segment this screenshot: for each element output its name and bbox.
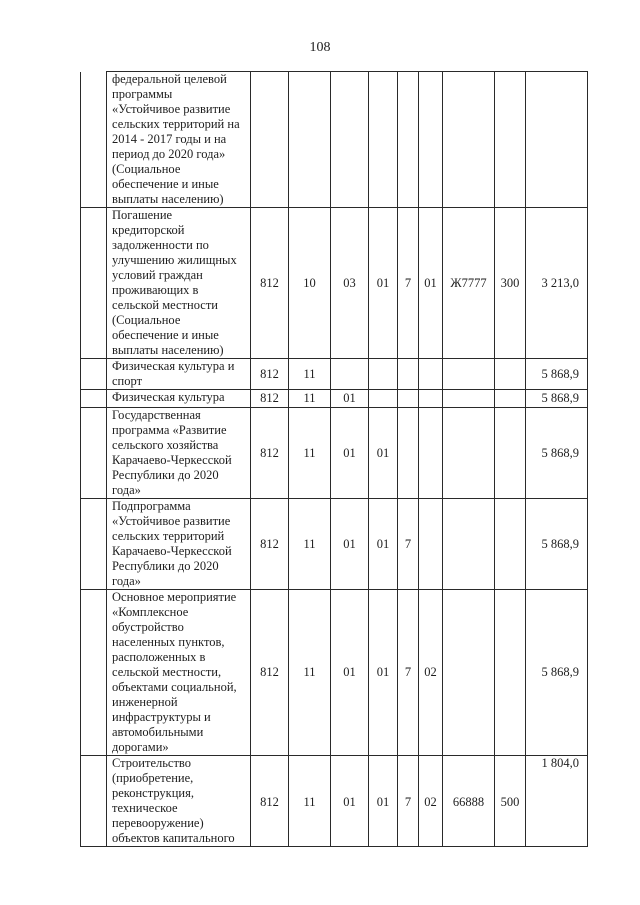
item-name-line: Подпрограмма xyxy=(112,499,191,513)
row-number-cell xyxy=(81,756,107,847)
code-cell-c7: Ж7777 xyxy=(443,208,495,359)
item-name-line: Физическая культура и xyxy=(112,359,235,373)
code-cell-c7 xyxy=(443,408,495,499)
item-name-line: Карачаево-Черкесской xyxy=(112,453,232,467)
item-name-line: расположенных в xyxy=(112,650,206,664)
item-name-line: объектами социальной, xyxy=(112,680,237,694)
item-name-line: Государственная xyxy=(112,408,201,422)
row-number-cell xyxy=(81,359,107,390)
code-cell-c8 xyxy=(495,590,526,756)
code-cell-c8 xyxy=(495,499,526,590)
item-name-cell xyxy=(107,499,251,590)
amount-cell: 5 868,9 xyxy=(526,359,588,390)
amount-cell: 5 868,9 xyxy=(526,390,588,408)
code-cell-c6 xyxy=(419,359,443,390)
code-cell-c4: 01 xyxy=(369,208,398,359)
item-name-line: сельской местности xyxy=(112,298,218,312)
item-name-line: федеральной целевой xyxy=(112,72,227,86)
item-name-line: условий граждан xyxy=(112,268,203,282)
table-row xyxy=(81,756,588,847)
code-cell-c8 xyxy=(495,390,526,408)
code-cell-c5 xyxy=(398,359,419,390)
table-row xyxy=(81,590,588,756)
code-cell-c2: 11 xyxy=(289,359,331,390)
item-name-cell xyxy=(107,390,251,408)
code-cell-c5: 7 xyxy=(398,208,419,359)
item-name-line: (Социальное xyxy=(112,162,181,176)
item-name-line: сельского хозяйства xyxy=(112,438,219,452)
item-name-line: техническое xyxy=(112,801,178,815)
code-cell-c1: 812 xyxy=(251,390,289,408)
row-number-cell xyxy=(81,390,107,408)
item-name-line: обустройство xyxy=(112,620,184,634)
code-cell-c6: 01 xyxy=(419,208,443,359)
item-name-cell xyxy=(107,208,251,359)
item-name-line: спорт xyxy=(112,374,143,388)
table-row xyxy=(81,359,588,390)
code-cell-c2 xyxy=(289,72,331,208)
code-cell-c1: 812 xyxy=(251,359,289,390)
amount-cell xyxy=(526,72,588,208)
code-cell-c3: 03 xyxy=(331,208,369,359)
row-number-cell xyxy=(81,208,107,359)
code-cell-c6 xyxy=(419,408,443,499)
code-cell-c4: 01 xyxy=(369,499,398,590)
item-name-line: реконструкция, xyxy=(112,786,195,800)
code-cell-c2: 10 xyxy=(289,208,331,359)
code-cell-c3 xyxy=(331,359,369,390)
table-row xyxy=(81,408,588,499)
item-name-line: инженерной xyxy=(112,695,178,709)
item-name-line: «Комплексное xyxy=(112,605,189,619)
amount-cell: 5 868,9 xyxy=(526,499,588,590)
amount-cell: 5 868,9 xyxy=(526,408,588,499)
code-cell-c3: 01 xyxy=(331,499,369,590)
code-cell-c8: 300 xyxy=(495,208,526,359)
page-number: 108 xyxy=(309,40,331,55)
item-name-line: обеспечение и иные xyxy=(112,328,219,342)
code-cell-c3: 01 xyxy=(331,390,369,408)
item-name-line: автомобильными xyxy=(112,725,204,739)
code-cell-c1: 812 xyxy=(251,756,289,847)
code-cell-c3: 01 xyxy=(331,590,369,756)
code-cell-c1: 812 xyxy=(251,499,289,590)
row-number-cell xyxy=(81,72,107,208)
item-name-cell xyxy=(107,359,251,390)
item-name-line: проживающих в xyxy=(112,283,199,297)
code-cell-c4: 01 xyxy=(369,408,398,499)
code-cell-c8 xyxy=(495,408,526,499)
code-cell-c2: 11 xyxy=(289,590,331,756)
code-cell-c1: 812 xyxy=(251,208,289,359)
table-row xyxy=(81,499,588,590)
item-name-line: дорогами» xyxy=(112,740,169,754)
code-cell-c2: 11 xyxy=(289,499,331,590)
item-name-line: улучшению жилищных xyxy=(112,253,237,267)
code-cell-c6 xyxy=(419,72,443,208)
code-cell-c5: 7 xyxy=(398,590,419,756)
item-name-line: (приобретение, xyxy=(112,771,194,785)
budget-table xyxy=(80,71,588,847)
item-name-cell xyxy=(107,72,251,208)
code-cell-c3: 01 xyxy=(331,756,369,847)
code-cell-c7 xyxy=(443,590,495,756)
row-number-cell xyxy=(81,408,107,499)
table-row xyxy=(81,208,588,359)
item-name-cell xyxy=(107,590,251,756)
code-cell-c7 xyxy=(443,390,495,408)
amount-cell: 5 868,9 xyxy=(526,590,588,756)
code-cell-c4 xyxy=(369,390,398,408)
code-cell-c2: 11 xyxy=(289,390,331,408)
item-name-line: объектов капитального xyxy=(112,831,235,845)
item-name-line: Физическая культура xyxy=(112,390,225,404)
item-name-line: обеспечение и иные xyxy=(112,177,219,191)
code-cell-c1: 812 xyxy=(251,408,289,499)
code-cell-c4: 01 xyxy=(369,756,398,847)
item-name-line: программа «Развитие xyxy=(112,423,227,437)
code-cell-c3: 01 xyxy=(331,408,369,499)
item-name-line: инфраструктуры и xyxy=(112,710,211,724)
code-cell-c6: 02 xyxy=(419,756,443,847)
code-cell-c8 xyxy=(495,72,526,208)
code-cell-c5: 7 xyxy=(398,499,419,590)
item-name-line: выплаты населению) xyxy=(112,192,224,206)
item-name-cell xyxy=(107,756,251,847)
code-cell-c8: 500 xyxy=(495,756,526,847)
code-cell-c1 xyxy=(251,72,289,208)
code-cell-c5 xyxy=(398,408,419,499)
code-cell-c5 xyxy=(398,72,419,208)
item-name-line: сельской местности, xyxy=(112,665,222,679)
item-name-line: Погашение xyxy=(112,208,173,222)
table-row xyxy=(81,72,588,208)
item-name-line: кредиторской xyxy=(112,223,185,237)
item-name-line: года» xyxy=(112,574,141,588)
item-name-cell xyxy=(107,408,251,499)
item-name-line: выплаты населению) xyxy=(112,343,224,357)
item-name-line: «Устойчивое развитие xyxy=(112,102,231,116)
item-name-line: сельских территорий xyxy=(112,529,225,543)
code-cell-c5: 7 xyxy=(398,756,419,847)
code-cell-c2: 11 xyxy=(289,408,331,499)
code-cell-c2: 11 xyxy=(289,756,331,847)
code-cell-c5 xyxy=(398,390,419,408)
item-name-line: (Социальное xyxy=(112,313,181,327)
code-cell-c7 xyxy=(443,72,495,208)
item-name-line: Основное мероприятие xyxy=(112,590,237,604)
item-name-line: «Устойчивое развитие xyxy=(112,514,231,528)
code-cell-c4 xyxy=(369,72,398,208)
code-cell-c6: 02 xyxy=(419,590,443,756)
code-cell-c6 xyxy=(419,390,443,408)
item-name-line: Республики до 2020 xyxy=(112,468,219,482)
item-name-line: Карачаево-Черкесской xyxy=(112,544,232,558)
amount-cell: 3 213,0 xyxy=(526,208,588,359)
item-name-line: период до 2020 года» xyxy=(112,147,226,161)
item-name-line: задолженности по xyxy=(112,238,209,252)
code-cell-c7 xyxy=(443,499,495,590)
code-cell-c3 xyxy=(331,72,369,208)
item-name-line: перевооружение) xyxy=(112,816,204,830)
code-cell-c8 xyxy=(495,359,526,390)
table-row xyxy=(81,390,588,408)
item-name-line: Республики до 2020 xyxy=(112,559,219,573)
row-number-cell xyxy=(81,499,107,590)
code-cell-c7: 66888 xyxy=(443,756,495,847)
code-cell-c6 xyxy=(419,499,443,590)
code-cell-c4 xyxy=(369,359,398,390)
row-number-cell xyxy=(81,590,107,756)
code-cell-c1: 812 xyxy=(251,590,289,756)
item-name-line: населенных пунктов, xyxy=(112,635,225,649)
code-cell-c7 xyxy=(443,359,495,390)
item-name-line: Строительство xyxy=(112,756,192,770)
item-name-line: сельских территорий на xyxy=(112,117,240,131)
item-name-line: года» xyxy=(112,483,141,497)
item-name-line: 2014 - 2017 годы и на xyxy=(112,132,227,146)
item-name-line: программы xyxy=(112,87,173,101)
amount-cell: 1 804,0 xyxy=(526,756,588,847)
code-cell-c4: 01 xyxy=(369,590,398,756)
